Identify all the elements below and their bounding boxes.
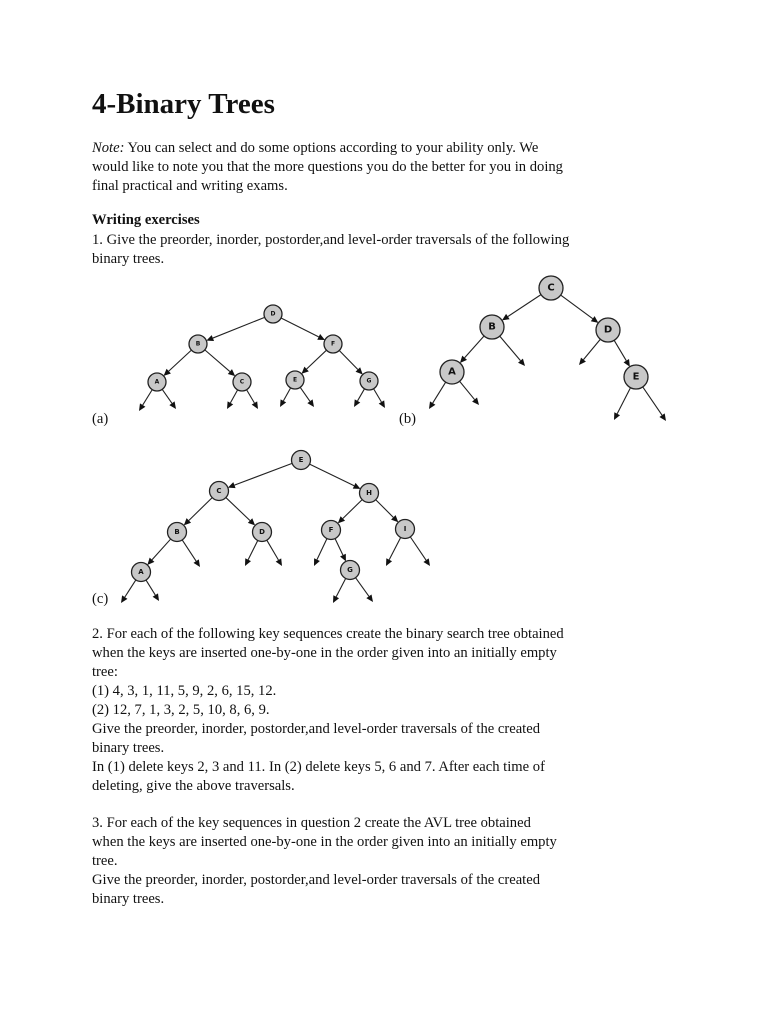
tree-c-null-link-A-7-arrowhead: [153, 593, 159, 601]
tree-c-null-link-A-6-arrowhead: [121, 595, 127, 603]
tree-b-edge-C-B: [508, 295, 541, 317]
tree-c-edge-B-A: [152, 539, 171, 560]
tree-c: [121, 451, 430, 604]
tree-b-null-link-E-5: [643, 387, 662, 415]
tree-c-null-link-I-4: [389, 537, 400, 559]
note-line-3: final practical and writing exams.: [92, 178, 288, 194]
tree-c-edge-C-D: [226, 498, 250, 521]
note-label: Note:: [92, 140, 125, 156]
tree-a-null-link-A-0: [143, 390, 153, 405]
tree-c-null-link-B-0-arrowhead: [193, 559, 200, 567]
tree-c-null-link-D-2-arrowhead: [276, 558, 282, 566]
tree-a-node-G: [360, 372, 378, 390]
q3-line-4: Give the preorder, inorder, postorder,and level-order traversals of the created: [92, 872, 541, 888]
q2-line-3: tree:: [92, 664, 118, 680]
tree-a-node-E-label: E: [292, 376, 298, 384]
tree-b-edge-D-E-arrowhead: [624, 359, 630, 367]
tree-c-null-link-D-1: [248, 540, 258, 559]
tree-c-null-link-D-2: [267, 540, 279, 560]
q3-line-1: 3. For each of the key sequences in question 2 create the AVL tree obtained: [92, 815, 531, 831]
tree-b-null-link-A-3: [460, 381, 475, 399]
tree-b-null-link-A-2-arrowhead: [429, 401, 435, 409]
tree-c-null-link-A-7: [146, 580, 155, 595]
tree-b-node-C: [539, 276, 563, 300]
tree-c-node-H: [360, 484, 379, 503]
q1-line-2: binary trees.: [92, 251, 165, 267]
tree-c-edge-E-C: [234, 463, 292, 485]
tree-c-node-I-label: I: [403, 525, 407, 533]
tree-c-edge-E-C-arrowhead: [228, 482, 236, 488]
tree-b-edge-D-E: [614, 340, 626, 360]
q2-line-8: In (1) delete keys 2, 3 and 11. In (2) delete keys 5, 6 and 7. After each time of: [92, 759, 545, 775]
tree-a-null-link-C-3: [247, 390, 255, 403]
tree-b-edge-C-B-arrowhead: [502, 314, 510, 321]
tree-c-node-A: [132, 563, 151, 582]
tree-b-null-link-E-5-arrowhead: [659, 413, 666, 421]
tree-c-null-link-G-9-arrowhead: [366, 594, 373, 602]
tree-a-edge-B-A: [169, 350, 192, 371]
tree-b-node-C-label: C: [547, 282, 555, 294]
tree-c-node-G-label: G: [347, 566, 353, 574]
tree-c-node-C-label: C: [216, 487, 222, 495]
tree-a-edge-F-G: [339, 350, 358, 369]
tree-c-null-link-B-0: [182, 540, 196, 561]
q3-line-3: tree.: [92, 853, 118, 869]
tree-b-null-link-D-1: [583, 339, 600, 359]
note-text-1: You can select and do some options according to your ability only. We: [124, 140, 539, 156]
tree-c-edge-F-G: [335, 539, 343, 556]
tree-b-node-B-label: B: [488, 321, 496, 333]
tree-c-null-link-A-6: [125, 580, 136, 597]
tree-c-null-link-G-9: [356, 578, 369, 597]
tree-a-null-link-A-1-arrowhead: [169, 401, 176, 409]
tree-c-node-B-label: B: [174, 528, 180, 536]
tree-a-label: (a): [92, 411, 109, 427]
tree-a-edge-B-C: [205, 350, 230, 372]
tree-c-null-link-I-5: [410, 537, 426, 560]
tree-a-null-link-E-5-arrowhead: [307, 399, 314, 407]
tree-c-node-E-label: E: [298, 456, 304, 464]
tree-a: [139, 305, 385, 411]
tree-c-null-link-F-3: [317, 539, 327, 560]
tree-a-edge-D-B: [213, 317, 265, 338]
tree-c-node-C: [210, 482, 229, 501]
tree-c-null-link-G-8: [336, 578, 345, 596]
q3-line-5: binary trees.: [92, 891, 165, 907]
tree-c-node-H-label: H: [366, 489, 372, 497]
tree-b: [429, 276, 666, 421]
tree-c-null-link-I-5-arrowhead: [423, 558, 430, 566]
q2-line-6: Give the preorder, inorder, postorder,and level-order traversals of the created: [92, 721, 541, 737]
tree-b-node-E-label: E: [632, 371, 640, 383]
tree-a-node-D: [264, 305, 282, 323]
tree-c-node-D: [253, 523, 272, 542]
page-title: 4-Binary Trees: [92, 88, 275, 120]
tree-b-node-A-label: A: [448, 366, 456, 378]
tree-a-null-link-A-0-arrowhead: [139, 403, 145, 411]
tree-c-node-B: [168, 523, 187, 542]
tree-a-null-link-C-2: [230, 390, 237, 403]
tree-a-node-F-label: F: [330, 340, 336, 348]
tree-c-node-A-label: A: [138, 568, 144, 576]
tree-a-null-link-A-1: [162, 389, 172, 403]
tree-c-node-G: [341, 561, 360, 580]
tree-a-null-link-G-6: [357, 389, 364, 401]
tree-c-edge-C-B: [189, 498, 212, 521]
tree-c-edge-H-F: [343, 500, 362, 519]
tree-b-label: (b): [399, 411, 417, 427]
tree-b-null-link-A-2: [433, 382, 446, 403]
q3-line-2: when the keys are inserted one-by-one in the order given into an initially empty: [92, 834, 557, 850]
q1-line-1: 1. Give the preorder, inorder, postorder,and level-order traversals of the following: [92, 232, 570, 248]
tree-a-null-link-E-5: [300, 387, 310, 401]
tree-b-node-D: [596, 318, 620, 342]
tree-c-node-E: [292, 451, 311, 470]
tree-a-node-C: [233, 373, 251, 391]
tree-a-edge-D-F: [281, 318, 319, 337]
tree-b-node-B: [480, 315, 504, 339]
q2-line-1: 2. For each of the following key sequences create the binary search tree obtained: [92, 626, 564, 642]
tree-c-label: (c): [92, 591, 109, 607]
tree-a-node-D-label: D: [270, 310, 276, 318]
tree-a-null-link-C-3-arrowhead: [252, 401, 258, 409]
tree-a-null-link-E-4: [283, 388, 290, 401]
tree-a-node-G-label: G: [366, 377, 372, 385]
tree-a-null-link-G-7-arrowhead: [379, 400, 385, 408]
tree-a-node-A: [148, 373, 166, 391]
tree-a-node-C-label: C: [239, 378, 245, 386]
tree-c-node-F-label: F: [328, 526, 334, 534]
q2-sequence-1: (1) 4, 3, 1, 11, 5, 9, 2, 6, 15, 12.: [92, 683, 277, 699]
tree-a-node-B: [189, 335, 207, 353]
q2-sequence-2: (2) 12, 7, 1, 3, 2, 5, 10, 8, 6, 9.: [92, 702, 270, 718]
tree-c-edge-E-H: [310, 464, 355, 486]
tree-c-node-F: [322, 521, 341, 540]
tree-a-edge-F-E: [307, 350, 327, 369]
tree-a-node-A-label: A: [154, 378, 160, 386]
q2-line-2: when the keys are inserted one-by-one in the order given into an initially empty: [92, 645, 557, 661]
tree-b-node-A: [440, 360, 464, 384]
tree-b-edge-B-A: [465, 336, 484, 358]
q2-line-7: binary trees.: [92, 740, 165, 756]
section-heading: Writing exercises: [92, 212, 200, 228]
tree-a-node-B-label: B: [195, 340, 201, 348]
tree-b-node-D-label: D: [603, 324, 613, 336]
q2-line-9: deleting, give the above traversals.: [92, 778, 295, 794]
tree-a-null-link-G-7: [374, 389, 382, 402]
tree-c-node-I: [396, 520, 415, 539]
tree-a-node-F: [324, 335, 342, 353]
tree-c-node-D-label: D: [259, 528, 265, 536]
tree-a-node-E: [286, 371, 304, 389]
tree-b-node-E: [624, 365, 648, 389]
tree-b-edge-C-D: [561, 295, 593, 319]
tree-b-null-link-B-0: [500, 336, 521, 360]
tree-b-edge-C-D-arrowhead: [591, 316, 599, 323]
tree-c-edge-H-I: [376, 500, 394, 518]
note-line-2: would like to note you that the more questions you do the better for you in doing: [92, 159, 563, 175]
tree-b-null-link-E-4: [617, 388, 630, 414]
